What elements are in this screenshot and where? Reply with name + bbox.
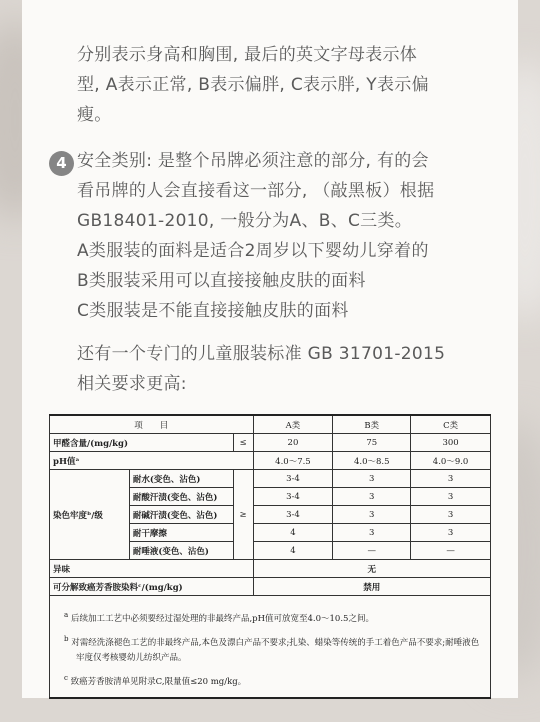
text-line: 看吊牌的人会直接看这一部分, （敲黑板）根据 <box>77 181 435 201</box>
cell: 3-4 <box>253 488 333 506</box>
footnote-text: 致癌芳香胺清单见附录C,限量值≤20 mg/kg。 <box>70 676 247 687</box>
cell: 4.0～7.5 <box>253 452 333 470</box>
text-line: 型, A表示正常, B表示偏胖, C表示胖, Y表示偏 <box>77 75 429 95</box>
cell: 4 <box>253 542 333 560</box>
text-line: 相关要求更高: <box>77 374 187 394</box>
cell: 3 <box>411 470 491 488</box>
row-label: 甲醛含量/(mg/kg) <box>50 434 234 452</box>
text-line: 分别表示身高和胸围, 最后的英文字母表示体 <box>77 45 418 65</box>
table-header-row <box>50 415 491 434</box>
cell: 3-4 <box>253 470 333 488</box>
standard-table-figure <box>49 414 491 699</box>
sub-label: 耐唾液(变色、沾色) <box>129 542 233 560</box>
table-row <box>50 452 491 470</box>
footnote-text: 对需经洗涤褪色工艺的非最终产品,本色及漂白产品不要求;扎染、蜡染等传统的手工着色产品不要求;耐唾液色牢度仅考核婴幼儿纺织产品。 <box>71 637 480 663</box>
text-line: A类服装的面料是适合2周岁以下婴幼儿穿着的 <box>77 241 429 261</box>
cell: 4.0～9.0 <box>411 452 491 470</box>
footnote <box>58 670 482 690</box>
header-b: B类 <box>333 415 411 434</box>
header-a: A类 <box>253 415 333 434</box>
footnote-text: 后续加工工艺中必须要经过湿处理的非最终产品,pH值可放宽至4.0～10.5之间。 <box>70 613 374 624</box>
header-c: C类 <box>411 415 491 434</box>
text-line: 还有一个专门的儿童服装标准 GB 31701-2015 <box>77 344 446 364</box>
sub-label: 耐酸汗渍(变色、沾色) <box>129 488 233 506</box>
cell: 3 <box>411 488 491 506</box>
footnote-mark: c <box>64 672 68 682</box>
cell: 20 <box>253 434 333 452</box>
text-line: GB18401-2010, 一般分为A、B、C三类。 <box>77 211 413 231</box>
paragraph-intro <box>77 41 497 129</box>
footnote-row <box>50 596 491 699</box>
row-label: pH值ᵃ <box>50 452 254 470</box>
cell: 300 <box>411 434 491 452</box>
table-row <box>50 560 491 578</box>
footnote <box>58 631 482 666</box>
row-label: 可分解致癌芳香胺染料ᶜ/(mg/kg) <box>50 578 254 596</box>
footnote <box>58 607 482 627</box>
cell: — <box>411 542 491 560</box>
text-line: 瘦。 <box>77 105 112 125</box>
footnote-mark: b <box>64 633 69 643</box>
operator: ≤ <box>233 434 253 452</box>
row-label: 染色牢度ᵇ/级 <box>50 470 130 560</box>
table-row <box>50 470 491 488</box>
table-row <box>50 434 491 452</box>
text-line: C类服装是不能直接接触皮肤的面料 <box>77 301 349 321</box>
cell: 3 <box>333 506 411 524</box>
cell: 3 <box>333 488 411 506</box>
row-label: 异味 <box>50 560 254 578</box>
cell: 3-4 <box>253 506 333 524</box>
cell: 3 <box>411 524 491 542</box>
paragraph-children-standard <box>77 340 497 398</box>
cell: 4 <box>253 524 333 542</box>
footnotes <box>50 596 491 699</box>
paragraph-safety <box>77 147 497 325</box>
cell: 4.0～8.5 <box>333 452 411 470</box>
cell: 禁用 <box>253 578 490 596</box>
cell: 3 <box>411 506 491 524</box>
sub-label: 耐水(变色、沾色) <box>129 470 233 488</box>
cell: 3 <box>333 470 411 488</box>
cell: — <box>333 542 411 560</box>
footnote-mark: a <box>64 610 69 619</box>
sub-label: 耐干摩擦 <box>129 524 233 542</box>
standard-table <box>49 414 491 699</box>
text-line: B类服装采用可以直接接触皮肤的面料 <box>77 271 366 291</box>
cell: 75 <box>333 434 411 452</box>
header-item: 项 目 <box>50 415 254 434</box>
sub-label: 耐碱汗渍(变色、沾色) <box>129 506 233 524</box>
text-line: 安全类别: 是整个吊牌必须注意的部分, 有的会 <box>77 151 429 171</box>
cell: 无 <box>253 560 490 578</box>
step-number-badge: 4 <box>49 151 74 176</box>
cell: 3 <box>333 524 411 542</box>
operator: ≥ <box>233 470 253 560</box>
table-row <box>50 578 491 596</box>
